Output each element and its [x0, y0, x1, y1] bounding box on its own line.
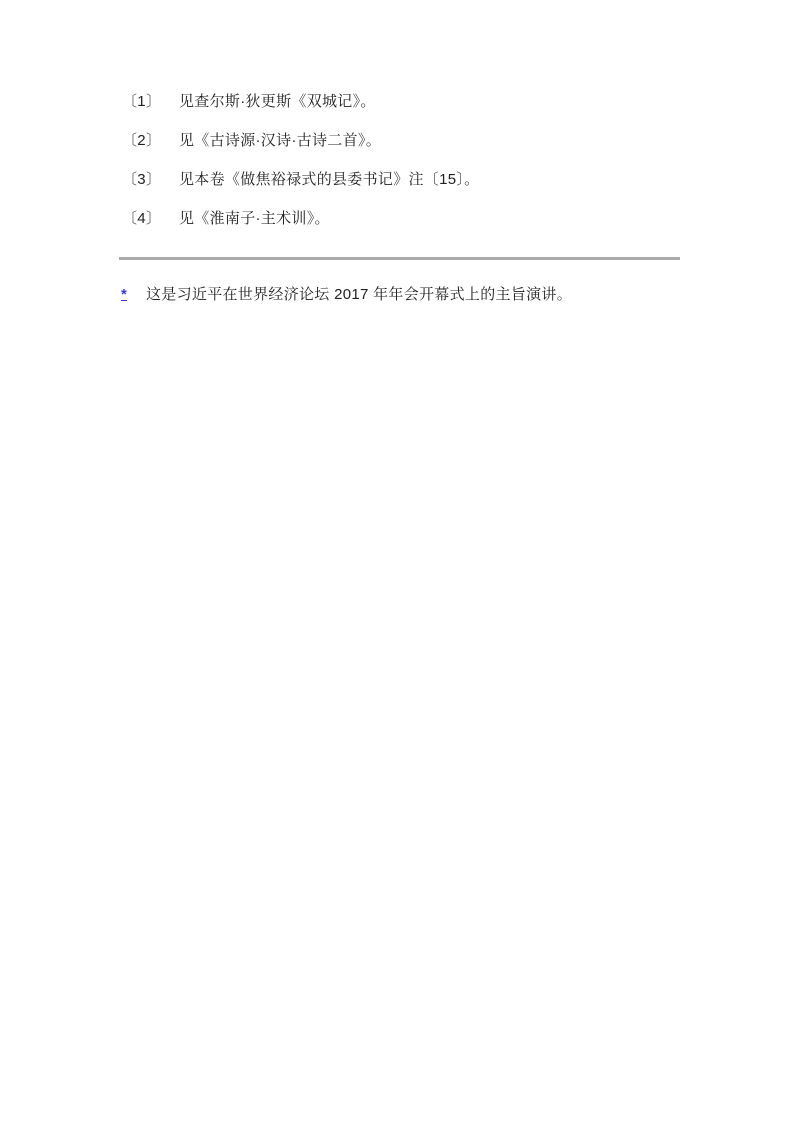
footnote-number: 〔4〕	[122, 210, 162, 227]
asterisk-marker: *	[121, 286, 128, 303]
footnote-marker-link[interactable]	[121, 286, 146, 303]
footnote-text: 见查尔斯·狄更斯《双城记》。	[179, 93, 376, 110]
footnote-text: 见《古诗源·汉诗·古诗二首》。	[179, 132, 381, 149]
footnote-item	[122, 172, 680, 188]
footnote-text: 见本卷《做焦裕禄式的县委书记》注〔15〕。	[179, 171, 480, 188]
source-note-text: 这是习近平在世界经济论坛 2017 年年会开幕式上的主旨演讲。	[146, 286, 573, 303]
footnote-list	[122, 94, 680, 250]
footnote-number: 〔2〕	[122, 132, 162, 149]
footnote-item	[122, 133, 680, 149]
footnote-item	[122, 94, 680, 110]
footnote-number: 〔3〕	[122, 171, 162, 188]
section-divider	[119, 257, 680, 260]
footnote-number: 〔1〕	[122, 93, 162, 110]
source-note	[121, 286, 700, 303]
footnote-text: 见《淮南子·主术训》。	[179, 210, 330, 227]
footnote-item	[122, 211, 680, 227]
